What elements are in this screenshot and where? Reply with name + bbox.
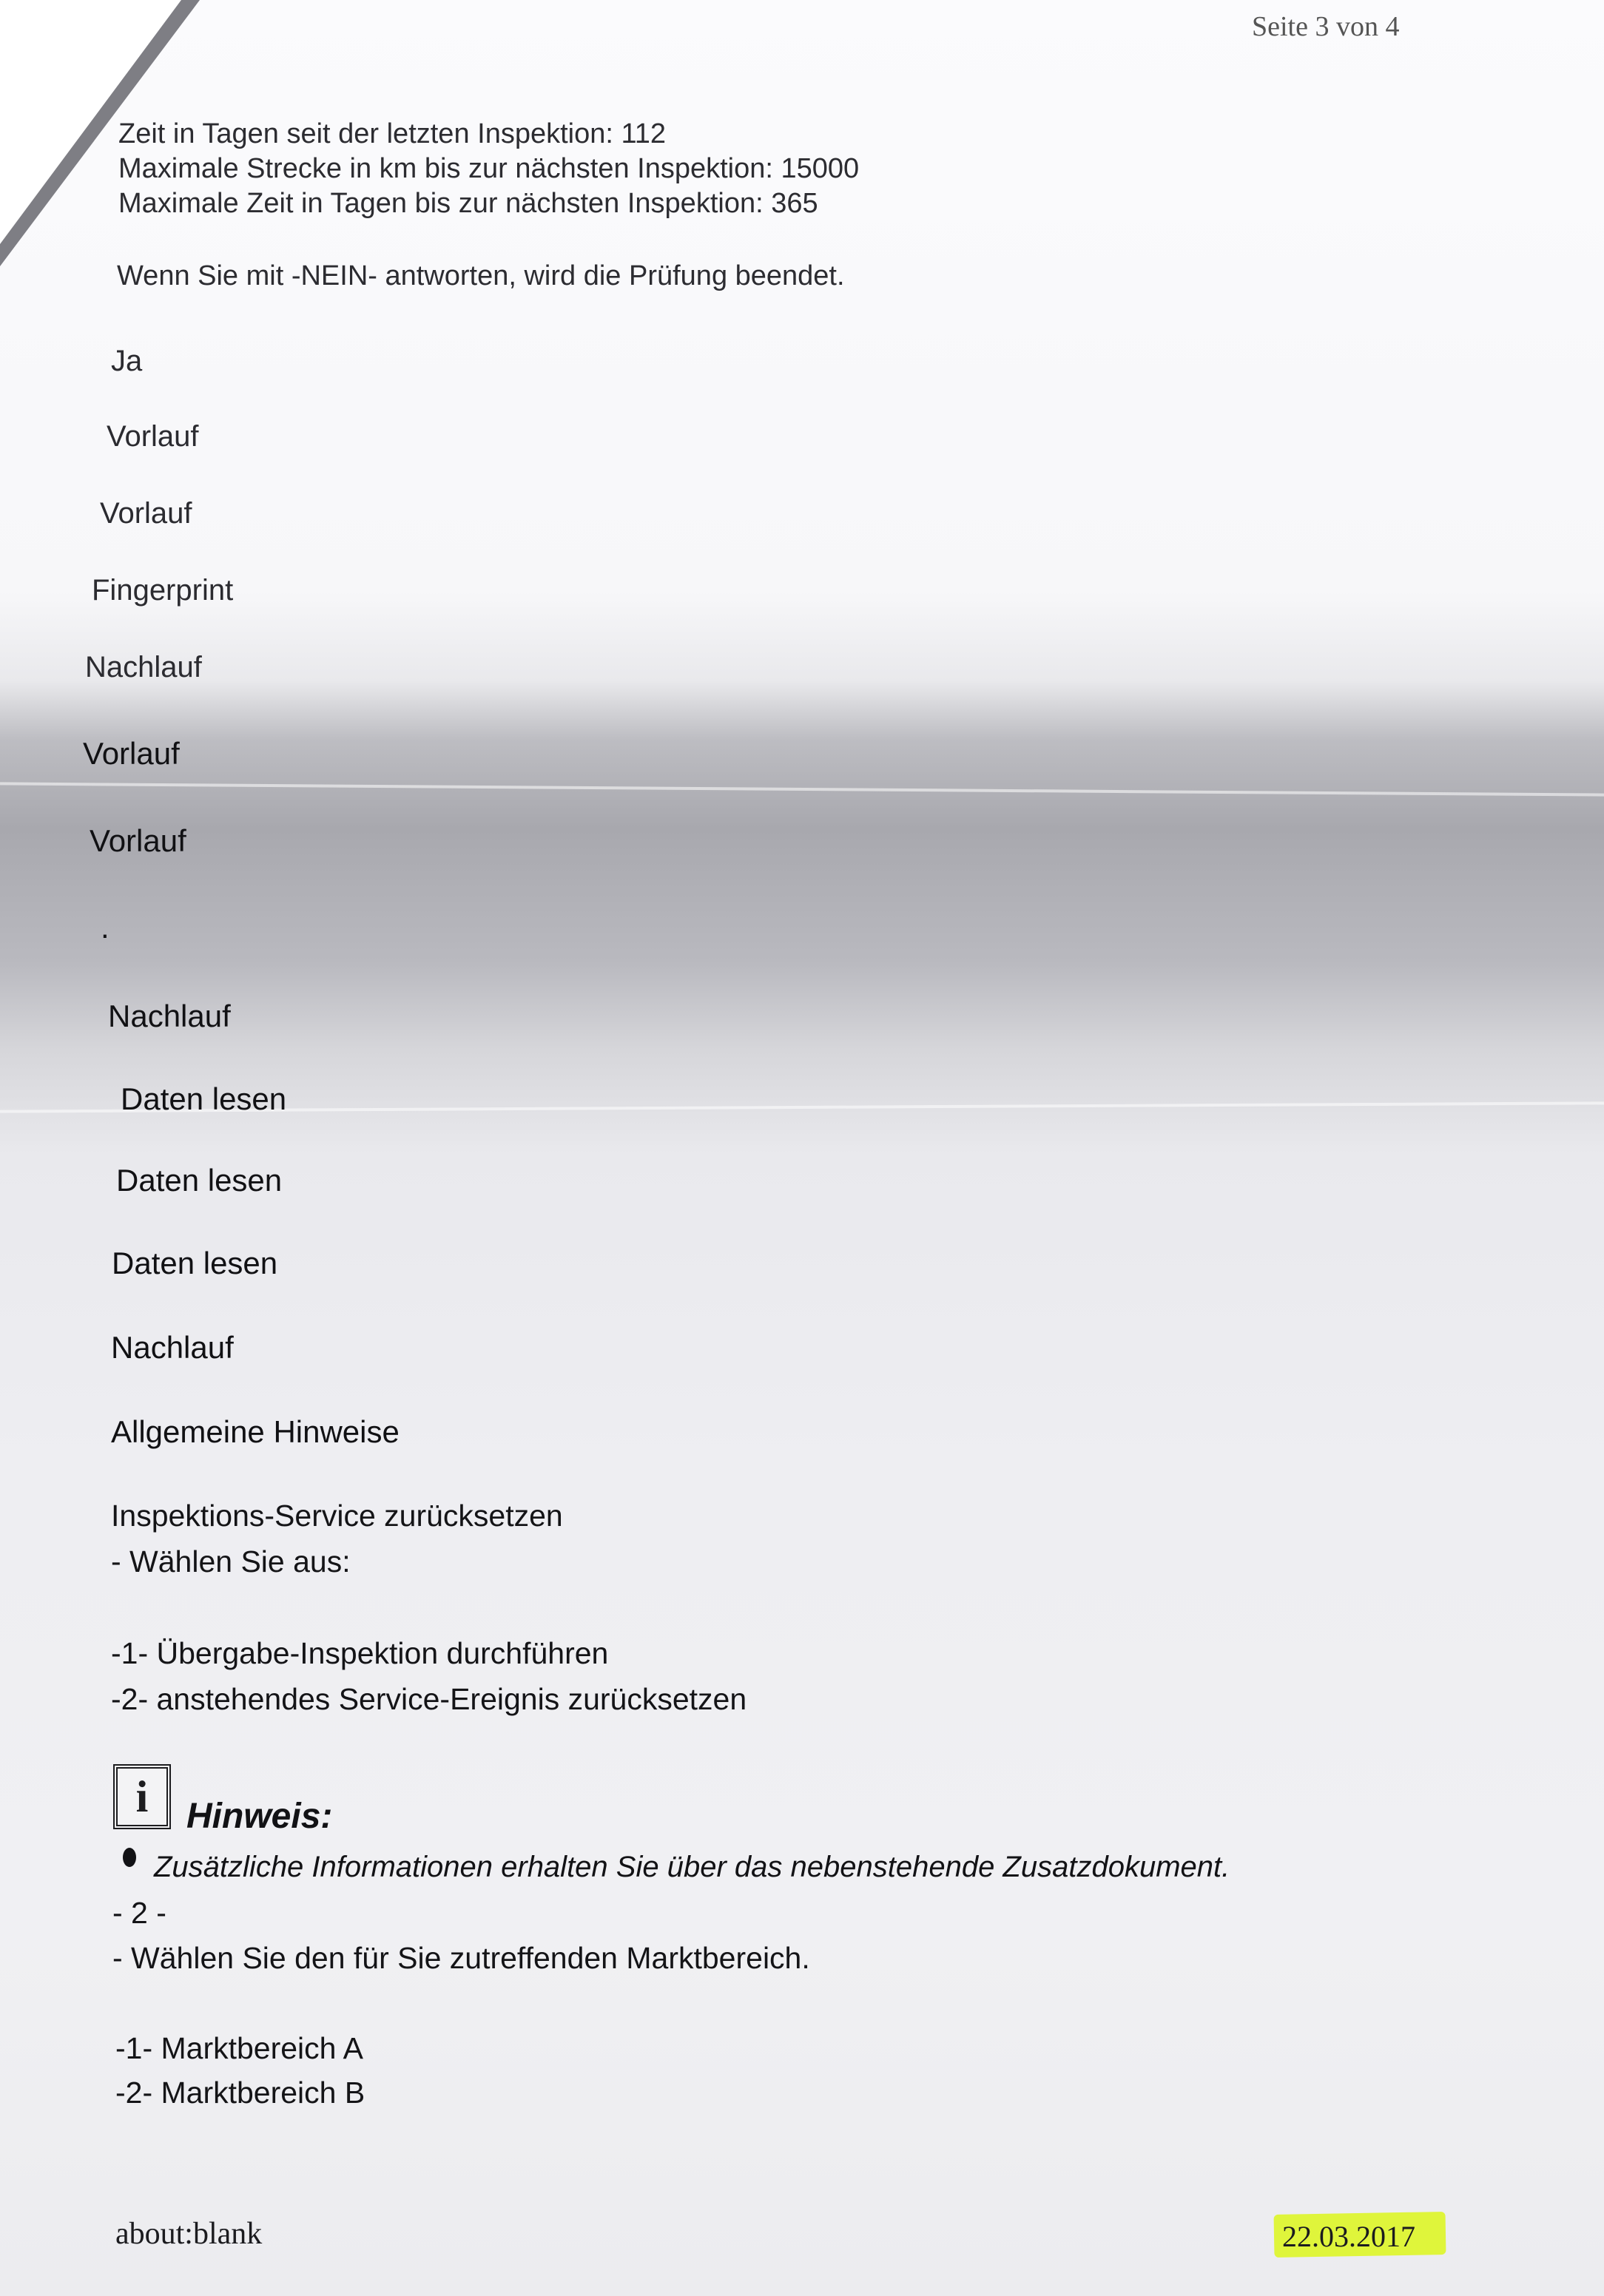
info-days-since-inspection: Zeit in Tagen seit der letzten Inspektion: 112 bbox=[118, 118, 667, 149]
step-label: . bbox=[101, 910, 109, 945]
step-label: Vorlauf bbox=[107, 420, 199, 453]
bullet-icon bbox=[123, 1848, 136, 1867]
step-label: Nachlauf bbox=[85, 651, 202, 683]
step-label: Daten lesen bbox=[116, 1163, 283, 1198]
step-label: Nachlauf bbox=[111, 1330, 234, 1365]
step-label: Daten lesen bbox=[121, 1081, 287, 1116]
step-label: Vorlauf bbox=[90, 823, 186, 858]
market-option: -1- Marktbereich A bbox=[115, 2031, 363, 2065]
footer-date: 22.03.2017 bbox=[1282, 2220, 1415, 2253]
info-max-distance: Maximale Strecke in km bis zur nächsten Inspektion: 15000 bbox=[118, 153, 860, 184]
info-max-days: Maximale Zeit in Tagen bis zur nächsten Inspektion: 365 bbox=[118, 188, 818, 219]
service-reset-title: Inspektions-Service zurücksetzen bbox=[111, 1499, 563, 1533]
market-option: -2- Marktbereich B bbox=[115, 2076, 365, 2110]
hinweis-text: Zusätzliche Informationen erhalten Sie über das nebenstehende Zusatzdokument. bbox=[154, 1851, 1230, 1883]
service-reset-prompt: - Wählen Sie aus: bbox=[111, 1544, 351, 1578]
service-reset-option: -2- anstehendes Service-Ereignis zurücksetzen bbox=[111, 1682, 747, 1716]
step-label: Vorlauf bbox=[83, 736, 180, 771]
step-label: Daten lesen bbox=[112, 1246, 278, 1280]
footer-url: about:blank bbox=[115, 2217, 263, 2251]
step-label: Ja bbox=[111, 345, 143, 377]
page-number: Seite 3 von 4 bbox=[1252, 11, 1400, 42]
hinweis-title: Hinweis: bbox=[186, 1797, 333, 1836]
notice-text: Wenn Sie mit -NEIN- antworten, wird die Prüfung beendet. bbox=[117, 260, 845, 291]
service-reset-option: -1- Übergabe-Inspektion durchführen bbox=[111, 1636, 609, 1670]
step-label: Nachlauf bbox=[108, 999, 231, 1033]
section-heading: Allgemeine Hinweise bbox=[111, 1414, 400, 1449]
market-prompt: - Wählen Sie den für Sie zutreffenden Marktbereich. bbox=[112, 1941, 810, 1975]
selection-number: - 2 - bbox=[112, 1896, 166, 1930]
step-label: Fingerprint bbox=[92, 574, 234, 607]
info-icon: i bbox=[113, 1764, 171, 1829]
step-label: Vorlauf bbox=[100, 497, 192, 530]
